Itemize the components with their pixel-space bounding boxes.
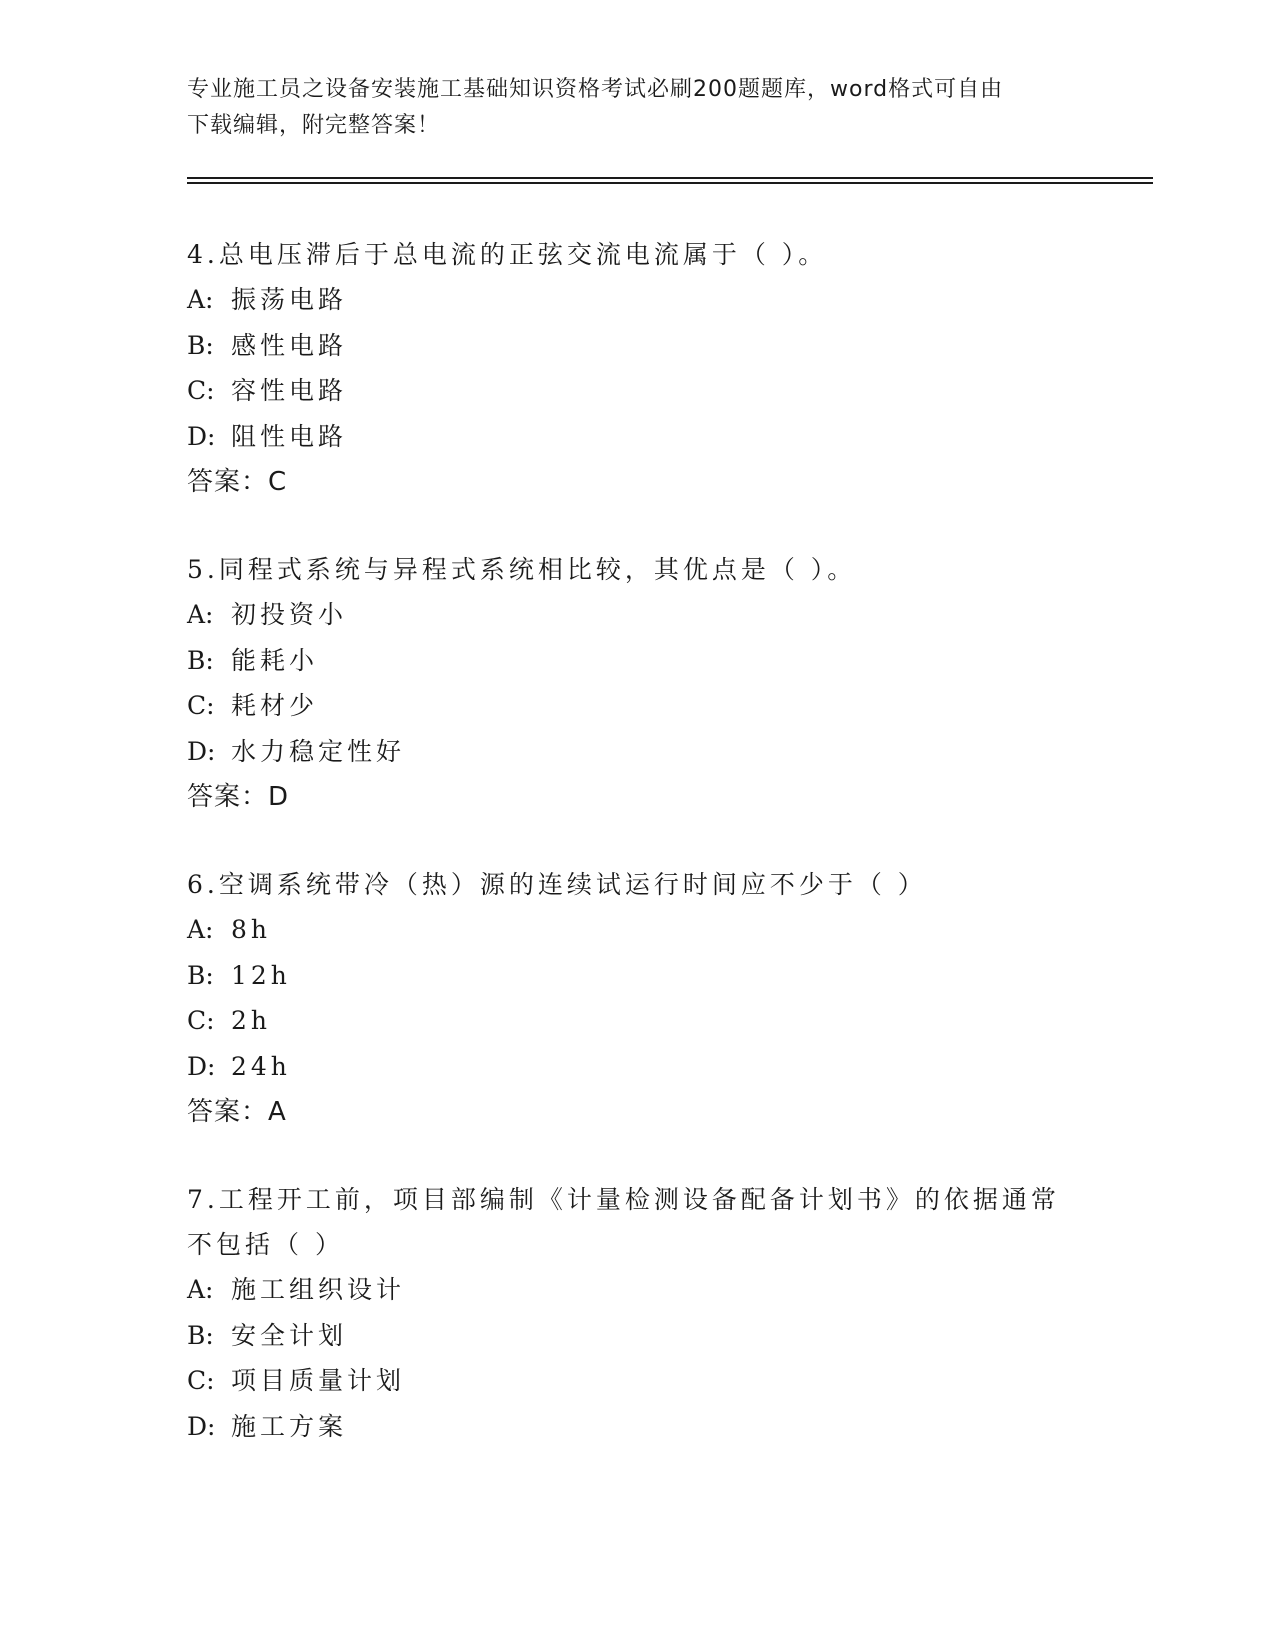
option-label: D: bbox=[187, 1411, 216, 1441]
option-b bbox=[187, 323, 1147, 369]
option-text: 施工方案 bbox=[231, 1411, 348, 1441]
question-7 bbox=[187, 1177, 1147, 1449]
answer: 答案：D bbox=[187, 782, 290, 812]
option-d bbox=[187, 729, 1147, 775]
option-c bbox=[187, 998, 1147, 1044]
question-stem: 5.同程式系统与异程式系统相比较，其优点是（ ）。 bbox=[187, 555, 857, 584]
option-c bbox=[187, 1358, 1147, 1404]
question-6 bbox=[187, 862, 1147, 1135]
option-text: 振荡电路 bbox=[231, 285, 348, 314]
option-label: D: bbox=[187, 736, 216, 766]
header-rule-bottom bbox=[187, 182, 1153, 184]
question-stem: 4.总电压滞后于总电流的正弦交流电流属于（ ）。 bbox=[187, 240, 828, 269]
option-text: 项目质量计划 bbox=[231, 1366, 406, 1395]
option-text: 容性电路 bbox=[231, 376, 348, 405]
option-text: 水力稳定性好 bbox=[231, 736, 406, 766]
option-label: A: bbox=[187, 915, 214, 944]
option-label: A: bbox=[187, 600, 214, 629]
option-label: A: bbox=[187, 285, 214, 314]
option-text: 感性电路 bbox=[231, 330, 348, 360]
option-d bbox=[187, 1044, 1147, 1090]
option-b bbox=[187, 953, 1147, 999]
question-4 bbox=[187, 232, 1147, 505]
option-a bbox=[187, 907, 1147, 953]
answer: 答案：A bbox=[187, 1097, 287, 1127]
option-text: 耗材少 bbox=[231, 691, 319, 720]
question-stem: 6.空调系统带冷（热）源的连续试运行时间应不少于（ ） bbox=[187, 870, 927, 899]
option-d bbox=[187, 1404, 1147, 1450]
option-text: 阻性电路 bbox=[231, 421, 348, 451]
option-label: D: bbox=[187, 421, 216, 451]
option-c bbox=[187, 368, 1147, 414]
option-c bbox=[187, 683, 1147, 729]
option-text: 初投资小 bbox=[231, 600, 348, 629]
option-label: B: bbox=[187, 645, 214, 675]
option-text: 2h bbox=[231, 1006, 272, 1035]
option-text: 施工组织设计 bbox=[231, 1275, 406, 1304]
option-text: 能耗小 bbox=[231, 645, 319, 675]
option-a bbox=[187, 277, 1147, 323]
option-a bbox=[187, 592, 1147, 638]
option-label: C: bbox=[187, 1366, 215, 1395]
option-label: B: bbox=[187, 330, 214, 360]
option-b bbox=[187, 1313, 1147, 1359]
option-label: B: bbox=[187, 1320, 214, 1350]
option-label: A: bbox=[187, 1275, 214, 1304]
option-text: 12h bbox=[231, 960, 291, 990]
option-b bbox=[187, 638, 1147, 684]
option-d bbox=[187, 414, 1147, 460]
question-list bbox=[187, 232, 1147, 1491]
option-text: 安全计划 bbox=[231, 1320, 348, 1350]
option-text: 8h bbox=[231, 915, 272, 944]
question-5 bbox=[187, 547, 1147, 820]
option-label: C: bbox=[187, 376, 215, 405]
question-stem: 7.工程开工前，项目部编制《计量检测设备配备计划书》的依据通常不包括（ ） bbox=[187, 1185, 1060, 1259]
header-rule-top bbox=[187, 177, 1153, 179]
option-label: C: bbox=[187, 1006, 215, 1035]
option-label: C: bbox=[187, 691, 215, 720]
option-a bbox=[187, 1267, 1147, 1313]
option-text: 24h bbox=[231, 1051, 291, 1081]
document-header: 专业施工员之设备安装施工基础知识资格考试必刷200题题库，word格式可自由 下载编辑，附完整答案！ bbox=[187, 77, 1004, 138]
option-label: D: bbox=[187, 1051, 216, 1081]
option-label: B: bbox=[187, 960, 214, 990]
answer: 答案：C bbox=[187, 467, 288, 497]
